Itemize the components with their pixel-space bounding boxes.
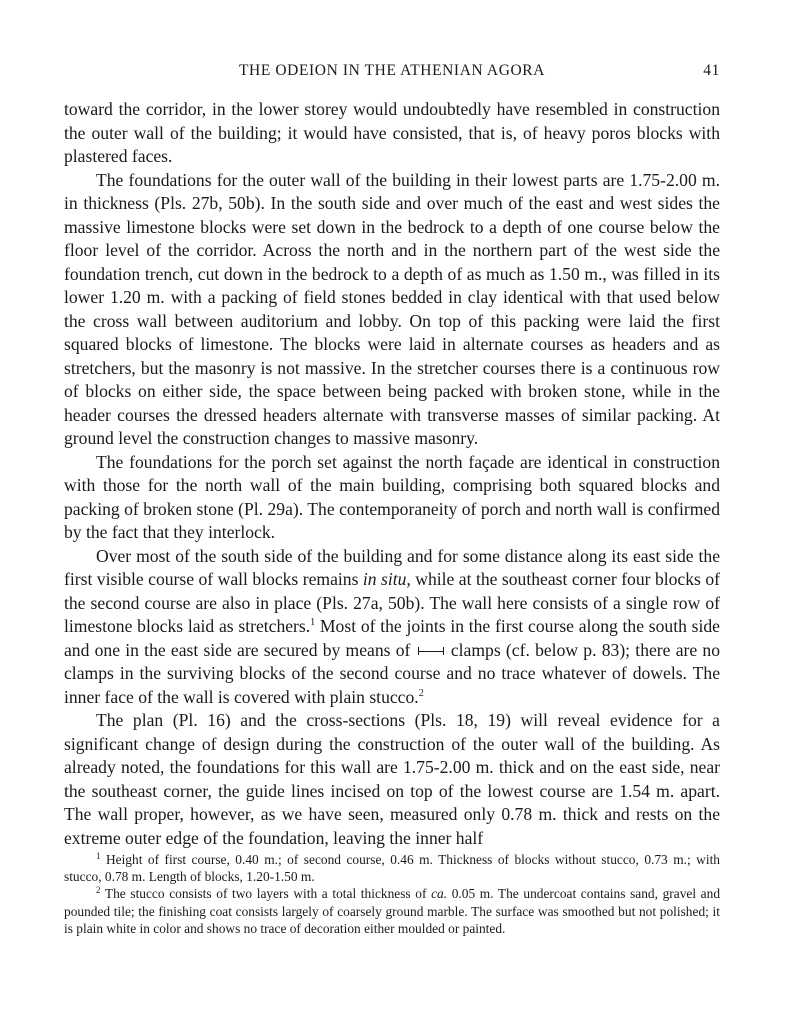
footnote-ref-2[interactable]: 2 — [418, 687, 424, 699]
footnote-ref-1[interactable]: 1 — [310, 617, 316, 628]
running-head — [64, 62, 720, 82]
paragraph-4-part-a: Over most of the south side of the building and for some distance along its east side the first visible course of wall blocks remains — [64, 545, 720, 589]
footnotes — [64, 851, 720, 937]
footnote-1-mark: 1 — [96, 851, 101, 861]
body-text — [64, 98, 720, 850]
paragraph-1: toward the corridor, in the lower storey would undoubtedly have resembled in construction the outer wall of the building; it would have consisted, that is, of heavy poros blocks with plastered faces. — [64, 99, 720, 166]
ca-italic: ca. — [431, 886, 448, 902]
footnote-1-text: Height of first course, 0.40 m.; of second course, 0.46 m. Thickness of blocks without stucco, 0.73 m.; with stucco, 0.78 m. Length of blocks, 1.20-1.50 m. — [64, 852, 720, 885]
footnote-2-text-b: 0.05 m. The undercoat contains sand, gravel and pounded tile; the finishing coat consists largely of coarsely ground marble. The surface was smoothed but not polished; it is plain white in color and shows no trace of decoration either moulded or painted. — [64, 886, 721, 936]
clamp-icon — [416, 646, 446, 656]
in-situ-italic: in situ, — [362, 569, 411, 589]
paragraph-2: The foundations for the outer wall of the building in their lowest parts are 1.75-2.00 m. in thickness (Pls. 27b, 50b). In the south side and over much of the east and west sides the massive limestone blocks were set down in the bedrock to a depth of one course below the floor level of the corridor. Across the north and in the northern part of the west side the foundation trench, cut down in the bedrock to a depth of as much as 1.50 m., was filled in its lower 1.20 m. with a packing of field stones bedded in clay identical with that used below the cross wall between auditorium and lobby. On top of this packing were laid the first squared blocks of limestone. The blocks were laid in alternate courses as headers and as stretchers, but the masonry is not massive. In the stretcher courses there is a continuous row of blocks on either side, the space between being packed with broken stone, while in the header courses the dressed headers alternate with transverse masses of similar packing. At ground level the construction changes to massive masonry. — [64, 169, 720, 448]
footnote-2 — [64, 885, 720, 937]
paragraph-4-part-d: clamps (cf. below p. 83); there are no clamps in the surviving blocks of the second course and no trace whatever of dowels. The inner face of the wall is covered with plain stucco. — [64, 639, 720, 707]
paragraph-5: The plan (Pl. 16) and the cross-sections (Pls. 18, 19) will reveal evidence for a significant change of design during the construction of the outer wall of the building. As already noted, the foundations for this wall are 1.75-2.00 m. thick and on the east side, near the southeast corner, the guide lines incised on top of the lowest course are 1.54 m. apart. The wall proper, however, as we have seen, measured only 0.78 m. thick and rests on the extreme outer edge of the foundation, leaving the inner half — [64, 710, 720, 848]
paragraph-4 — [64, 545, 720, 710]
footnote-2-text-a: The stucco consists of two layers with a total thickness of — [104, 886, 432, 902]
running-title: THE ODEION IN THE ATHENIAN AGORA — [238, 62, 546, 79]
footnote-2-mark: 2 — [96, 885, 101, 896]
paragraph-4-part-b: while at the southeast corner four blocks of the second course are also in place (Pls. 27a, 50b). The wall here consists of a single row of limestone blocks laid as stretchers. — [64, 569, 720, 636]
paragraph-3: The foundations for the porch set against the north façade are identical in construction with those for the north wall of the main building, comprising both squared blocks and packing of broken stone (Pl. 29a). The contemporaneity of porch and north wall is confirmed by the fact that they interlock. — [64, 451, 720, 542]
page-number: 41 — [703, 62, 720, 79]
paragraph-4-part-c: Most of the joints in the first course along the south side and one in the east side are secured by means of — [64, 616, 720, 660]
footnote-1 — [64, 851, 720, 885]
